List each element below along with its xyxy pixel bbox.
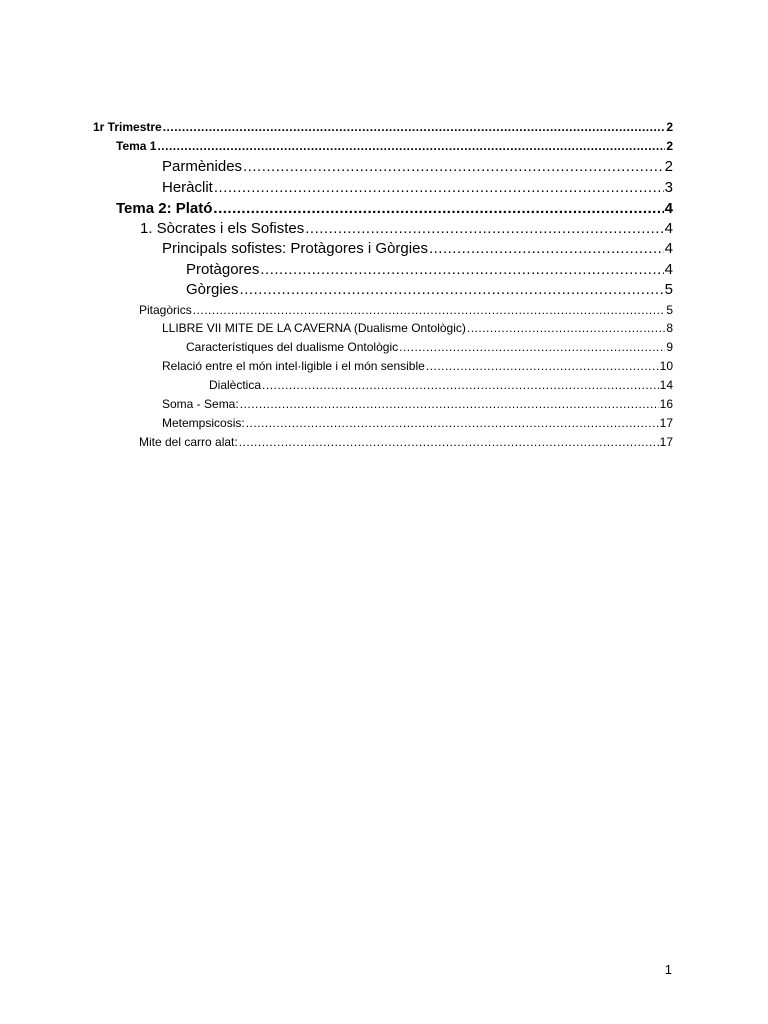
toc-entry-label: Soma - Sema: bbox=[162, 397, 239, 411]
toc-entry-label: Heràclit bbox=[162, 179, 213, 196]
toc-dot-leader bbox=[163, 120, 666, 134]
toc-entry-page: 9 bbox=[666, 340, 673, 354]
toc-entry-heraclit[interactable] bbox=[162, 179, 673, 196]
toc-entry-label: 1. Sòcrates i els Sofistes bbox=[140, 220, 305, 237]
toc-entry-mite-carro-alat[interactable] bbox=[139, 435, 673, 449]
toc-entry-pitagorics[interactable] bbox=[139, 303, 673, 317]
toc-entry-label: Tema 2: Plató bbox=[116, 200, 213, 217]
toc-dot-leader bbox=[243, 158, 664, 175]
toc-entry-principals-sofistes[interactable] bbox=[162, 240, 673, 257]
toc-dot-leader bbox=[239, 435, 659, 449]
toc-entry-tema-2-plato[interactable] bbox=[116, 200, 673, 217]
toc-entry-page: 2 bbox=[666, 120, 673, 134]
toc-entry-metempsicosis[interactable] bbox=[162, 416, 673, 430]
toc-entry-label: Metempsicosis: bbox=[162, 416, 245, 430]
toc-entry-caracteristiques-dualisme[interactable] bbox=[186, 340, 673, 354]
toc-entry-page: 4 bbox=[664, 261, 673, 278]
toc-entry-page: 4 bbox=[664, 240, 673, 257]
toc-entry-page: 4 bbox=[664, 220, 673, 237]
page-number: 1 bbox=[664, 962, 672, 977]
toc-entry-page: 2 bbox=[664, 158, 673, 175]
toc-dot-leader bbox=[157, 139, 665, 153]
toc-entry-page: 2 bbox=[666, 139, 673, 153]
toc-entry-label: LLIBRE VII MITE DE LA CAVERNA (Dualisme Ontològic) bbox=[162, 321, 466, 335]
toc-entry-page: 14 bbox=[659, 378, 673, 392]
toc-entry-label: Característiques del dualisme Ontològic bbox=[186, 340, 399, 354]
toc-dot-leader bbox=[246, 416, 659, 430]
toc-entry-socrates-sofistes[interactable] bbox=[140, 220, 673, 237]
toc-entry-relacio-mons[interactable] bbox=[162, 359, 673, 373]
toc-entry-label: Pitagòrics bbox=[139, 303, 192, 317]
toc-entry-tema-1[interactable] bbox=[116, 139, 673, 153]
toc-entry-page: 8 bbox=[666, 321, 673, 335]
toc-dot-leader bbox=[262, 378, 659, 392]
toc-dot-leader bbox=[214, 179, 664, 196]
toc-entry-label: Protàgores bbox=[186, 261, 260, 278]
toc-entry-1r-trimestre[interactable] bbox=[93, 120, 673, 134]
toc-entry-parmenides[interactable] bbox=[162, 158, 673, 175]
toc-dot-leader bbox=[260, 261, 663, 278]
toc-entry-mite-caverna[interactable] bbox=[162, 321, 673, 335]
toc-entry-label: Principals sofistes: Protàgores i Gòrgies bbox=[162, 240, 428, 257]
toc-entry-protagores[interactable] bbox=[186, 261, 673, 278]
toc-entry-label: Dialèctica bbox=[209, 378, 262, 392]
toc-dot-leader bbox=[213, 200, 663, 217]
toc-dot-leader bbox=[240, 397, 659, 411]
toc-entry-page: 16 bbox=[659, 397, 673, 411]
toc-entry-label: Tema 1 bbox=[116, 139, 157, 153]
toc-entry-page: 5 bbox=[666, 303, 673, 317]
toc-entry-label: Relació entre el món intel·ligible i el món sensible bbox=[162, 359, 425, 373]
toc-entry-label: 1r Trimestre bbox=[93, 120, 162, 134]
toc-entry-page: 4 bbox=[664, 200, 673, 217]
toc-dot-leader bbox=[467, 321, 665, 335]
toc-entry-page: 3 bbox=[664, 179, 673, 196]
toc-entry-page: 5 bbox=[664, 281, 673, 298]
toc-entry-page: 10 bbox=[659, 359, 673, 373]
toc-entry-gorgies[interactable] bbox=[186, 281, 673, 298]
toc-entry-soma-sema[interactable] bbox=[162, 397, 673, 411]
toc-dot-leader bbox=[193, 303, 666, 317]
toc-dot-leader bbox=[426, 359, 659, 373]
toc-dot-leader bbox=[399, 340, 665, 354]
toc-dot-leader bbox=[429, 240, 664, 257]
toc-entry-page: 17 bbox=[659, 416, 673, 430]
toc-dot-leader bbox=[305, 220, 663, 237]
toc-entry-label: Gòrgies bbox=[186, 281, 239, 298]
toc-entry-dialectica[interactable] bbox=[209, 378, 673, 392]
toc-dot-leader bbox=[240, 281, 664, 298]
toc-entry-label: Parmènides bbox=[162, 158, 243, 175]
toc-entry-page: 17 bbox=[659, 435, 673, 449]
toc-entry-label: Mite del carro alat: bbox=[139, 435, 238, 449]
